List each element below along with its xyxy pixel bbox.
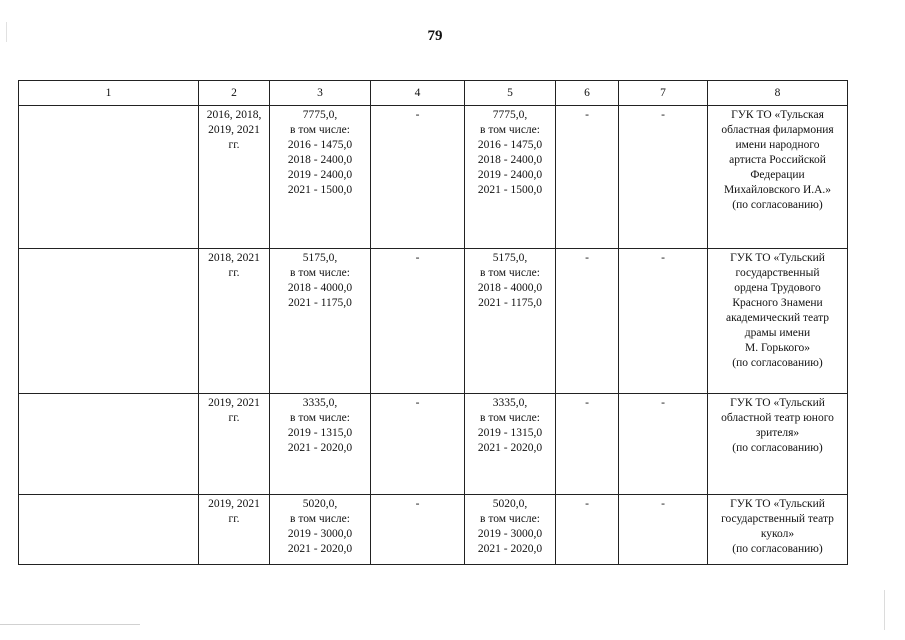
amount-line: 3335,0, bbox=[302, 397, 338, 409]
total-amount-cell bbox=[270, 495, 371, 565]
amount-line: 2021 - 1175,0 bbox=[288, 297, 352, 309]
org-line: (по согласованию) bbox=[732, 442, 823, 454]
amount-line: 3335,0, bbox=[492, 397, 528, 409]
amount-line: 2021 - 2020,0 bbox=[477, 543, 543, 555]
org-line: артиста Российской bbox=[729, 154, 826, 166]
amount-line: в том числе: bbox=[290, 513, 350, 525]
org-line: (по согласованию) bbox=[732, 543, 823, 555]
table-row bbox=[19, 249, 848, 394]
column-header-1: 1 bbox=[19, 81, 199, 106]
org-line: областная филармония bbox=[721, 124, 834, 136]
years-cell bbox=[199, 394, 270, 495]
amount-line: 5020,0, bbox=[302, 498, 338, 510]
amount-line: 2019 - 1315,0 bbox=[477, 427, 543, 439]
amount-line: в том числе: bbox=[480, 267, 540, 279]
org-line: ГУК ТО «Тульский bbox=[730, 498, 825, 510]
amount-line: 2021 - 1175,0 bbox=[478, 297, 542, 309]
amount-line: 2021 - 2020,0 bbox=[287, 543, 353, 555]
table-row bbox=[19, 106, 848, 249]
organization-cell bbox=[708, 495, 848, 565]
total-amount-cell bbox=[270, 106, 371, 249]
amount-line: в том числе: bbox=[480, 124, 540, 136]
org-line: (по согласованию) bbox=[732, 199, 823, 211]
amount-line: 2018 - 4000,0 bbox=[287, 282, 353, 294]
amount-line: 7775,0, bbox=[302, 109, 338, 121]
years-line: 2018, 2021 bbox=[208, 252, 260, 264]
amount-line: 2019 - 1315,0 bbox=[287, 427, 353, 439]
column-header-7: 7 bbox=[619, 81, 708, 106]
col5-amount-cell bbox=[465, 495, 556, 565]
org-line: Михайловского И.А.» bbox=[723, 184, 832, 196]
org-line: академический театр bbox=[725, 312, 830, 324]
amount-line: 2019 - 2400,0 bbox=[287, 169, 353, 181]
organization-cell bbox=[708, 249, 848, 394]
scan-artifact bbox=[0, 624, 140, 625]
years-line: 2019, 2021 bbox=[208, 498, 260, 510]
amount-line: 5175,0, bbox=[492, 252, 528, 264]
column-header-6: 6 bbox=[556, 81, 619, 106]
column-header-8: 8 bbox=[708, 81, 848, 106]
col7-cell: - bbox=[619, 106, 708, 249]
years-line: 2019, 2021 bbox=[208, 124, 260, 136]
org-line: ордена Трудового bbox=[734, 282, 821, 294]
col6-cell: - bbox=[556, 394, 619, 495]
org-line: имени народного bbox=[735, 139, 820, 151]
org-line: государственный театр bbox=[721, 513, 834, 525]
col4-cell: - bbox=[371, 495, 465, 565]
years-line: гг. bbox=[228, 513, 240, 525]
years-line: гг. bbox=[228, 267, 240, 279]
table-row bbox=[19, 495, 848, 565]
col7-cell: - bbox=[619, 495, 708, 565]
table-body bbox=[19, 106, 848, 565]
col6-cell: - bbox=[556, 249, 619, 394]
years-cell bbox=[199, 249, 270, 394]
scan-artifact bbox=[6, 22, 7, 42]
column-header-4: 4 bbox=[371, 81, 465, 106]
amount-line: 2016 - 1475,0 bbox=[477, 139, 543, 151]
amount-line: 5020,0, bbox=[492, 498, 528, 510]
amount-line: 2019 - 2400,0 bbox=[477, 169, 543, 181]
amount-line: 2018 - 2400,0 bbox=[287, 154, 353, 166]
org-line: ГУК ТО «Тульская bbox=[731, 109, 824, 121]
years-line: 2019, 2021 bbox=[208, 397, 260, 409]
amount-line: в том числе: bbox=[290, 124, 350, 136]
amount-line: 2018 - 4000,0 bbox=[477, 282, 543, 294]
col5-amount-cell bbox=[465, 394, 556, 495]
table-row bbox=[19, 394, 848, 495]
row-col1-cell bbox=[19, 106, 199, 249]
years-cell bbox=[199, 106, 270, 249]
amount-line: 2021 - 1500,0 bbox=[287, 184, 353, 196]
org-line: кукол» bbox=[760, 528, 795, 540]
header-row bbox=[19, 81, 848, 106]
amount-line: в том числе: bbox=[480, 513, 540, 525]
amount-line: 2019 - 3000,0 bbox=[477, 528, 543, 540]
org-line: Федерации bbox=[750, 169, 805, 181]
org-line: областной театр юного bbox=[721, 412, 834, 424]
org-line: (по согласованию) bbox=[732, 357, 823, 369]
years-line: 2016, 2018, bbox=[206, 109, 262, 121]
column-header-5: 5 bbox=[465, 81, 556, 106]
amount-line: 2018 - 2400,0 bbox=[477, 154, 543, 166]
amount-line: в том числе: bbox=[290, 267, 350, 279]
row-col1-cell bbox=[19, 394, 199, 495]
amount-line: 2021 - 2020,0 bbox=[287, 442, 353, 454]
org-line: ГУК ТО «Тульский bbox=[730, 252, 825, 264]
col6-cell: - bbox=[556, 106, 619, 249]
col6-cell: - bbox=[556, 495, 619, 565]
col7-cell: - bbox=[619, 249, 708, 394]
organization-cell bbox=[708, 394, 848, 495]
amount-line: 2021 - 2020,0 bbox=[477, 442, 543, 454]
years-line: гг. bbox=[228, 139, 240, 151]
col4-cell: - bbox=[371, 394, 465, 495]
column-header-3: 3 bbox=[270, 81, 371, 106]
org-line: М. Горького» bbox=[744, 342, 811, 354]
years-line: гг. bbox=[228, 412, 240, 424]
org-line: государственный bbox=[735, 267, 820, 279]
col7-cell: - bbox=[619, 394, 708, 495]
total-amount-cell bbox=[270, 394, 371, 495]
org-line: драмы имени bbox=[744, 327, 811, 339]
org-line: Красного Знамени bbox=[732, 297, 823, 309]
amount-line: в том числе: bbox=[480, 412, 540, 424]
col4-cell: - bbox=[371, 249, 465, 394]
amount-line: 2021 - 1500,0 bbox=[477, 184, 543, 196]
amount-line: 7775,0, bbox=[492, 109, 528, 121]
table-header bbox=[19, 81, 848, 106]
row-col1-cell bbox=[19, 495, 199, 565]
col5-amount-cell bbox=[465, 106, 556, 249]
org-line: ГУК ТО «Тульский bbox=[730, 397, 825, 409]
total-amount-cell bbox=[270, 249, 371, 394]
page-number: 79 bbox=[427, 28, 443, 44]
amount-line: 2019 - 3000,0 bbox=[287, 528, 353, 540]
amount-line: 5175,0, bbox=[302, 252, 338, 264]
org-line: зрителя» bbox=[755, 427, 800, 439]
years-cell bbox=[199, 495, 270, 565]
column-header-2: 2 bbox=[199, 81, 270, 106]
col5-amount-cell bbox=[465, 249, 556, 394]
amount-line: в том числе: bbox=[290, 412, 350, 424]
amount-line: 2016 - 1475,0 bbox=[287, 139, 353, 151]
col4-cell: - bbox=[371, 106, 465, 249]
scan-artifact bbox=[884, 590, 885, 630]
organization-cell bbox=[708, 106, 848, 249]
row-col1-cell bbox=[19, 249, 199, 394]
budget-table bbox=[18, 80, 848, 565]
